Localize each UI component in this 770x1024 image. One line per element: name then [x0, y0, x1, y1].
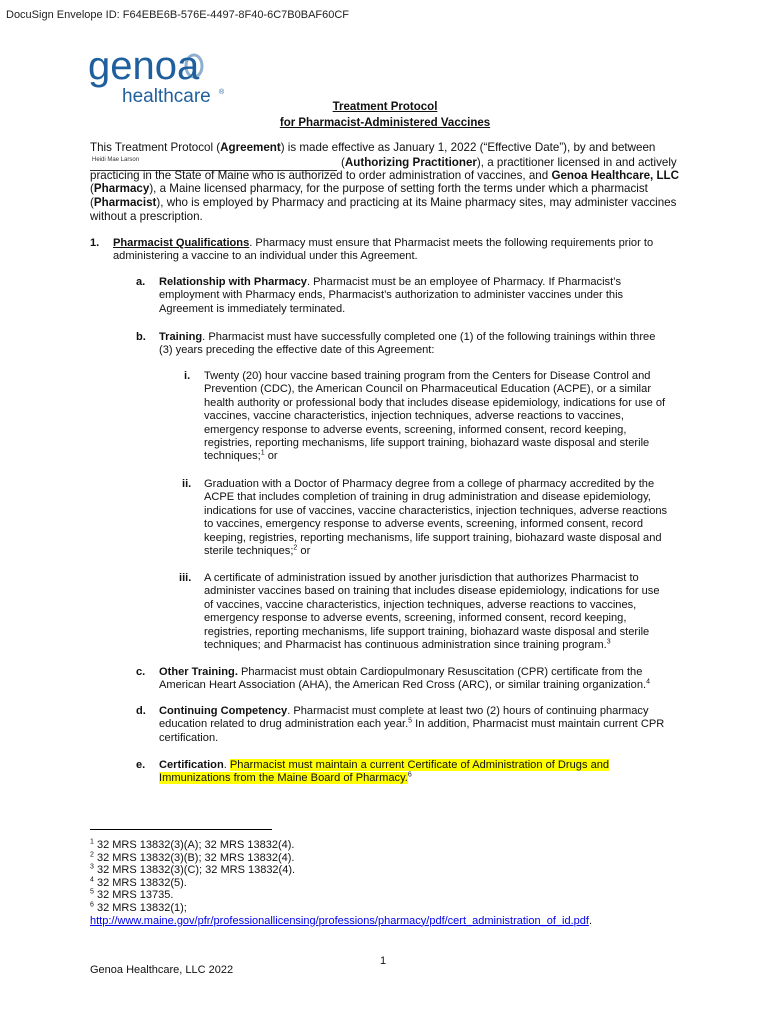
item-b-label: b.	[136, 331, 146, 343]
section-1-number: 1.	[90, 237, 100, 249]
item-d-label: d.	[136, 705, 146, 717]
intro-line-5: (Pharmacist), who is employed by Pharmacy and practicing at its Maine pharmacy sites, may administer vaccines	[90, 196, 677, 209]
item-c-label: c.	[136, 666, 146, 678]
logo-graphic	[88, 45, 238, 107]
sub-iii-text: A certificate of administration issued by another jurisdiction that authorizes Pharmacist to administer vaccines based on training that includes disease epidemiology, indications for use of vaccines, vaccine characteristics, injection techniques, adverse reactions to vaccines, emergency response to adverse events, screening, informed consent, record keeping, registries, reporting mechanisms, life support training, biohazard waste disposal and sterile techniques; and Pharmacist has continuous administration since training program.$^3$	[204, 572, 660, 652]
footnote-separator	[90, 829, 272, 830]
authorizing-practitioner-name: Heidi Mae Larson	[92, 157, 140, 163]
title-line-1: Treatment Protocol	[332, 101, 438, 113]
genoa-healthcare-logo	[88, 45, 238, 107]
footnote-6-link[interactable]: http://www.maine.gov/pfr/professionallicensing/professions/pharmacy/pdf/cert_administration_of_id.pdf	[90, 914, 589, 927]
footnote-6: $^6$ 32 MRS 13832(1);	[90, 901, 187, 914]
footnote-1: $^1$ 32 MRS 13832(3)(A); 32 MRS 13832(4).	[90, 838, 295, 851]
page-number: 1	[380, 955, 387, 967]
page-footer: Genoa Healthcare, LLC 2022	[90, 964, 234, 976]
highlighted-text: Pharmacist must maintain a current Certificate of Administration of Drugs and	[229, 759, 610, 771]
logo-brand-text: genoa	[88, 45, 200, 88]
logo-sub-text: healthcare	[122, 86, 211, 107]
sub-i-label: i.	[184, 370, 191, 382]
docusign-envelope-id: DocuSign Envelope ID: F64EBE6B-576E-4497-8F40-6C7B0BAF60CF	[6, 9, 350, 21]
sub-i-text: Twenty (20) hour vaccine based training program from the Centers for Disease Control and Prevention (CDC), the American Council on Pharmaceutical Education (ACPE), or a similar health authority or professional body that includes disease epidemiology, indications for use of vaccines, vaccine characteristics, injection techniques, adverse reactions to vaccines, emergency response to adverse events, screening, informed consent, record keeping, registries, reporting mechanisms, life support training, biohazard waste disposal and sterile techniques;$^1$ or	[204, 370, 666, 463]
sub-ii-label: ii.	[182, 478, 192, 490]
intro-line-2: (Authorizing Practitioner), a practitioner licensed in and actively	[341, 156, 677, 169]
item-c-text: Other Training. Pharmacist must obtain Cardiopulmonary Resuscitation (CPR) certificate from the American Heart Association (AHA), the American Red Cross (ARC), or similar training organization.$^4$	[159, 666, 650, 692]
item-a-text: Relationship with Pharmacy. Pharmacist must be an employee of Pharmacy. If Pharmacist’s employment with Pharmacy ends, Pharmacist’s authorization to administer vaccines under this Agreement is immediately terminated.	[159, 276, 624, 315]
highlighted-text: Immunizations from the Maine Board of Pharmacy.	[159, 772, 408, 785]
item-d-text: Continuing Competency. Pharmacist must complete at least two (2) hours of continuing pharmacy education related to drug administration each year.$^5$ In addition, Pharmacist must maintain current CPR certification.	[159, 705, 665, 744]
intro-line-4: (Pharmacy), a Maine licensed pharmacy, for the purpose of setting forth the terms under which a pharmacist	[90, 182, 648, 195]
intro-line-6: without a prescription.	[90, 210, 203, 223]
footnote-3: $^3$ 32 MRS 13832(3)(C); 32 MRS 13832(4).	[90, 863, 296, 877]
item-a-label: a.	[136, 276, 146, 288]
intro-line-1: This Treatment Protocol (Agreement) is made effective as January 1, 2022 (“Effective Date”), by and between	[90, 141, 656, 154]
item-e-label: e.	[136, 759, 146, 771]
footnote-2: $^2$ 32 MRS 13832(3)(B); 32 MRS 13832(4).	[90, 850, 295, 864]
title-line-2: for Pharmacist-Administered Vaccines	[279, 117, 491, 129]
footnote-4: $^4$ 32 MRS 13832(5).	[90, 876, 187, 889]
logo-registered-mark: ®	[219, 89, 225, 96]
item-e-text: Certification. Pharmacist must maintain a current Certificate of Administration of Drugs and Immunizations from the Maine Board of Pharmacy.$^6$	[159, 759, 610, 785]
footnotes: $^1$ 32 MRS 13832(3)(A); 32 MRS 13832(4). $^2$ 32 MRS 13832(3)(B); 32 MRS 13832(4). $^3$ 32 MRS 13832(3)(C); 32 MRS 13832(4). $^4$ 32 MRS 13832(5). $^5$ 32 MRS 13735. $^6$ 32 MRS 13832(1); http://www.maine.gov/pfr/professionallicensing/professions/pharmacy/pdf/cert_administration_of_id.pdf.	[90, 839, 690, 927]
section-1-line-2: administering a vaccine to an individual under this Agreement.	[113, 250, 418, 262]
item-b-text: Training. Pharmacist must have successfully completed one (1) of the following trainings within three (3) years preceding the effective date of this Agreement:	[159, 331, 656, 357]
sub-iii-label: iii.	[179, 572, 192, 584]
intro-line-3: practicing in the State of Maine who is authorized to order administration of vaccines, and Genoa Healthcare, LLC	[90, 169, 680, 182]
footnote-5: $^5$ 32 MRS 13735.	[90, 888, 174, 902]
sub-ii-text: Graduation with a Doctor of Pharmacy degree from a college of pharmacy accredited by the ACPE that includes completion of training in drug administration and disease epidemiology, indications for use of vaccines, vaccine characteristics, injection techniques, adverse reactions to vaccines, emergency response to adverse events, screening, informed consent, record keeping, registries, reporting mechanisms, life support training, biohazard waste disposal and sterile techniques;$^2$ or	[204, 478, 668, 558]
section-1-heading-line: Pharmacist Qualifications. Pharmacy must ensure that Pharmacist meets the following requirements prior to	[113, 237, 654, 249]
